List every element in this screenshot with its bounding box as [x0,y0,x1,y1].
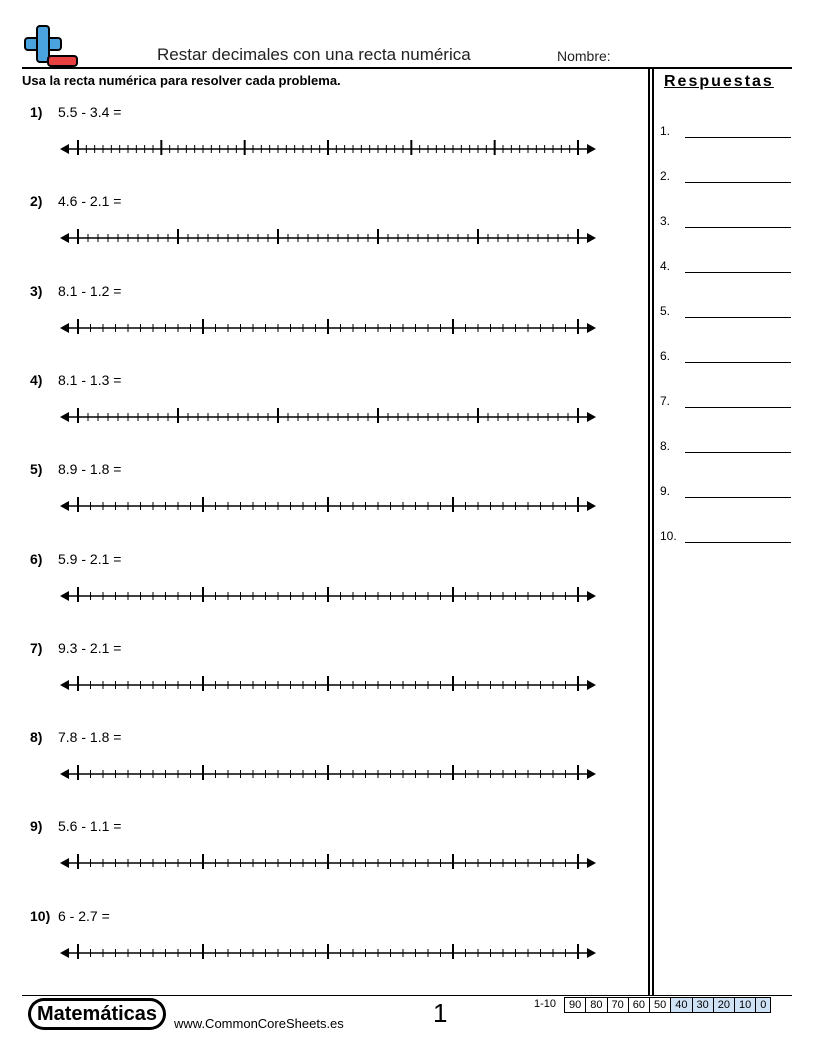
score-table [564,997,771,1013]
problem-expression: 5.9 - 2.1 = [58,550,122,567]
problem-number: 4) [30,371,43,388]
number-line [60,583,596,609]
subject-badge [28,998,166,1030]
right-arrow-icon [587,591,596,601]
problem-number: 1) [30,104,43,120]
answer-blank[interactable] [685,182,791,183]
right-arrow-icon [587,769,596,779]
left-arrow-icon [60,412,69,422]
footer-divider [22,995,792,996]
score-cell: 50 [650,998,671,1013]
subject-label: Matemáticas [31,1001,163,1027]
problem-item [30,551,121,567]
problem-number: 9) [30,818,43,835]
left-arrow-icon [60,858,69,868]
score-cell: 10 [735,998,756,1013]
number-line [60,672,596,698]
score-cell: 20 [713,998,734,1013]
right-arrow-icon [587,412,596,422]
problem-item [30,461,121,477]
problem-item [30,372,121,388]
left-arrow-icon [60,680,69,690]
answer-column-divider-left [648,68,650,996]
score-cell: 60 [628,998,649,1013]
problem-item [30,104,121,120]
problem-expression: 4.6 - 2.1 = [58,193,122,210]
right-arrow-icon [587,680,596,690]
score-cell: 40 [671,998,692,1013]
website-link[interactable]: www.CommonCoreSheets.es [174,1016,344,1031]
problem-expression: 8.9 - 1.8 = [58,461,122,478]
answer-number: 3. [660,214,671,228]
number-line [60,761,596,787]
number-line [60,404,596,430]
problem-expression: 9.3 - 2.1 = [58,639,122,656]
problem-number: 5) [30,461,43,478]
answers-title: Respuestas [664,73,774,90]
answer-number: 6. [660,349,671,363]
problem-item [30,193,121,209]
answer-number: 4. [660,259,671,273]
instructions: Usa la recta numérica para resolver cada problema. [22,73,341,88]
right-arrow-icon [587,501,596,511]
problem-expression: 8.1 - 1.3 = [58,371,122,388]
problem-item [30,729,121,745]
problem-item [30,283,121,299]
problem-number: 3) [30,282,43,299]
problem-expression: 8.1 - 1.2 = [58,282,122,299]
answer-number: 7. [660,394,671,408]
left-arrow-icon [60,323,69,333]
answer-number: 2. [660,169,671,183]
number-line [60,493,596,519]
score-cell: 90 [565,998,586,1013]
answer-blank[interactable] [685,452,791,453]
left-arrow-icon [60,233,69,243]
left-arrow-icon [60,501,69,511]
left-arrow-icon [60,948,69,958]
answer-blank[interactable] [685,497,791,498]
page-number: 1 [433,998,448,1028]
score-cell: 30 [692,998,713,1013]
left-arrow-icon [60,769,69,779]
right-arrow-icon [587,144,596,154]
score-cell: 70 [607,998,628,1013]
problem-expression: 5.6 - 1.1 = [58,818,122,835]
plus-minus-logo-icon [22,24,80,68]
answer-blank[interactable] [685,317,791,318]
answer-column-divider-right [652,68,654,996]
score-cell: 0 [756,998,771,1013]
answer-number: 1. [660,124,671,138]
number-line [60,136,596,162]
answer-blank[interactable] [685,407,791,408]
answer-blank[interactable] [685,362,791,363]
header-divider [22,67,792,69]
answer-blank[interactable] [685,272,791,273]
problem-number: 2) [30,193,43,210]
right-arrow-icon [587,233,596,243]
answer-number: 5. [660,304,671,318]
left-arrow-icon [60,591,69,601]
problem-item [30,908,110,924]
number-line [60,315,596,341]
answer-number: 8. [660,439,671,453]
problem-number: 10) [30,907,51,924]
page-title: Restar decimales con una recta numérica [157,45,471,64]
right-arrow-icon [587,323,596,333]
problem-number: 6) [30,550,43,567]
number-line [60,225,596,251]
score-range-label: 1-10 [534,998,557,1010]
answer-blank[interactable] [685,227,791,228]
answer-number: 9. [660,484,671,498]
answer-number: 10. [660,529,677,543]
right-arrow-icon [587,948,596,958]
problem-item [30,818,121,834]
left-arrow-icon [60,144,69,154]
answer-blank[interactable] [685,542,791,543]
problem-number: 8) [30,729,43,746]
problem-expression: 6 - 2.7 = [58,907,110,924]
answer-blank[interactable] [685,137,791,138]
problem-expression: 5.5 - 3.4 = [58,104,122,120]
right-arrow-icon [587,858,596,868]
name-label: Nombre: [557,48,611,64]
problem-item [30,640,121,656]
number-line [60,850,596,876]
score-cell: 80 [586,998,607,1013]
problem-number: 7) [30,639,43,656]
problem-expression: 7.8 - 1.8 = [58,729,122,746]
number-line [60,940,596,966]
